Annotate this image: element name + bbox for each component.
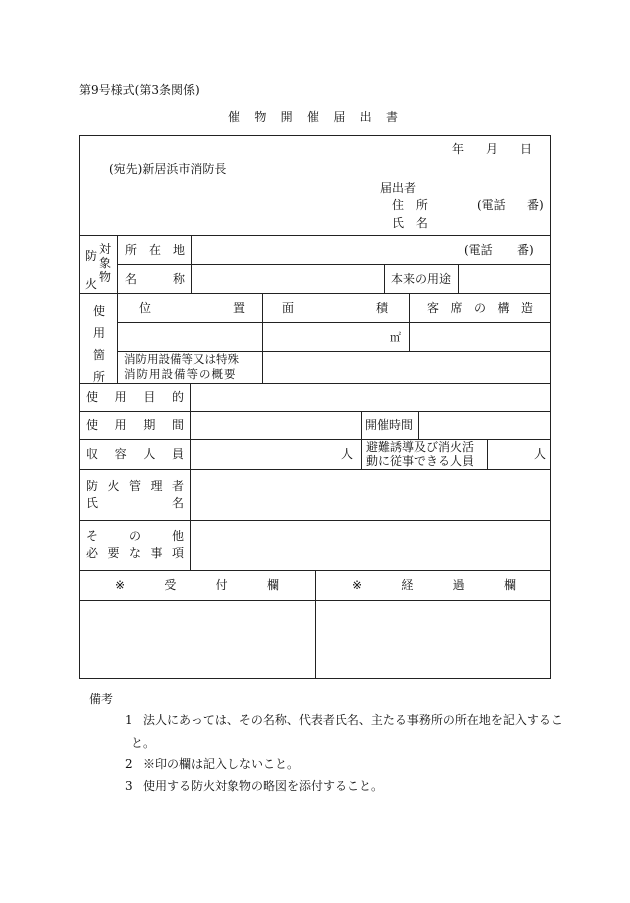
position-header: 位 置: [139, 301, 245, 315]
date-month: 月: [486, 142, 499, 156]
reception-column-header: ※ 受 付 欄: [115, 578, 279, 592]
form-title: 催 物 開 催 届 出 書: [228, 110, 398, 124]
other-label-line1: そ の 他: [86, 529, 184, 543]
applicant-address-label: 住 所: [392, 198, 432, 212]
period-label: 使 用 期 間: [86, 418, 184, 432]
applicant-label: 届出者: [380, 181, 417, 195]
progress-column-header: ※ 経 過 欄: [352, 578, 516, 592]
addressee: (宛先)新居浜市消防長: [109, 162, 227, 176]
capacity-unit: 人: [341, 447, 354, 461]
date-day: 日: [520, 142, 533, 156]
note-2-text: ※印の欄は記入しないこと。: [143, 757, 300, 771]
form-number: 第9号様式(第3条関係): [79, 83, 200, 97]
notes-heading: 備考: [89, 692, 114, 706]
manager-label-line2: 氏 名: [86, 496, 184, 510]
object-name-label: 名 称: [125, 272, 185, 286]
seating-header: 客 席 の 構 造: [427, 301, 533, 315]
purpose-label: 使 用 目 的: [86, 390, 184, 404]
date-year: 年: [452, 142, 465, 156]
equipment-label-line2: 消防用設備等の概要: [124, 367, 237, 381]
evac-label-line2: 動に従事できる人員: [366, 454, 475, 468]
note-1-number: 1: [125, 713, 133, 727]
note-3-number: 3: [125, 779, 133, 793]
equipment-label-line1: 消防用設備等又は特殊: [124, 352, 239, 366]
applicant-phone-label: (電話: [477, 198, 506, 212]
applicant-name-label: 氏 名: [392, 216, 432, 230]
note-2-number: 2: [125, 757, 133, 771]
manager-label-line1: 防 火 管 理 者: [86, 479, 184, 493]
applicant-phone-suffix: 番): [527, 198, 544, 212]
evac-unit: 人: [534, 447, 547, 461]
usage-side-label: 使 用 箇 所: [93, 304, 106, 384]
note-1-continuation: と。: [131, 736, 156, 750]
capacity-label: 収 容 人 員: [86, 447, 184, 461]
area-header: 面 積: [282, 301, 388, 315]
original-use-label: 本来の用途: [391, 272, 452, 286]
other-label-line2: 必 要 な 事 項: [86, 546, 184, 560]
note-3-text: 使用する防火対象物の略図を添付すること。: [143, 779, 384, 793]
evac-label-line1: 避難誘導及び消火活: [366, 440, 475, 454]
object-phone-label: (電話: [464, 243, 493, 257]
object-location-label: 所 在 地: [125, 243, 185, 257]
object-side-left: 防 火: [85, 249, 98, 291]
object-phone-suffix: 番): [517, 243, 534, 257]
area-unit: ㎡: [390, 331, 401, 344]
hours-label: 開催時間: [365, 418, 414, 432]
note-1-text: 法人にあっては、その名称、代表者氏名、主たる事務所の所在地を記入するこ: [143, 713, 563, 727]
object-side-mid: 対 象 物: [99, 242, 112, 284]
